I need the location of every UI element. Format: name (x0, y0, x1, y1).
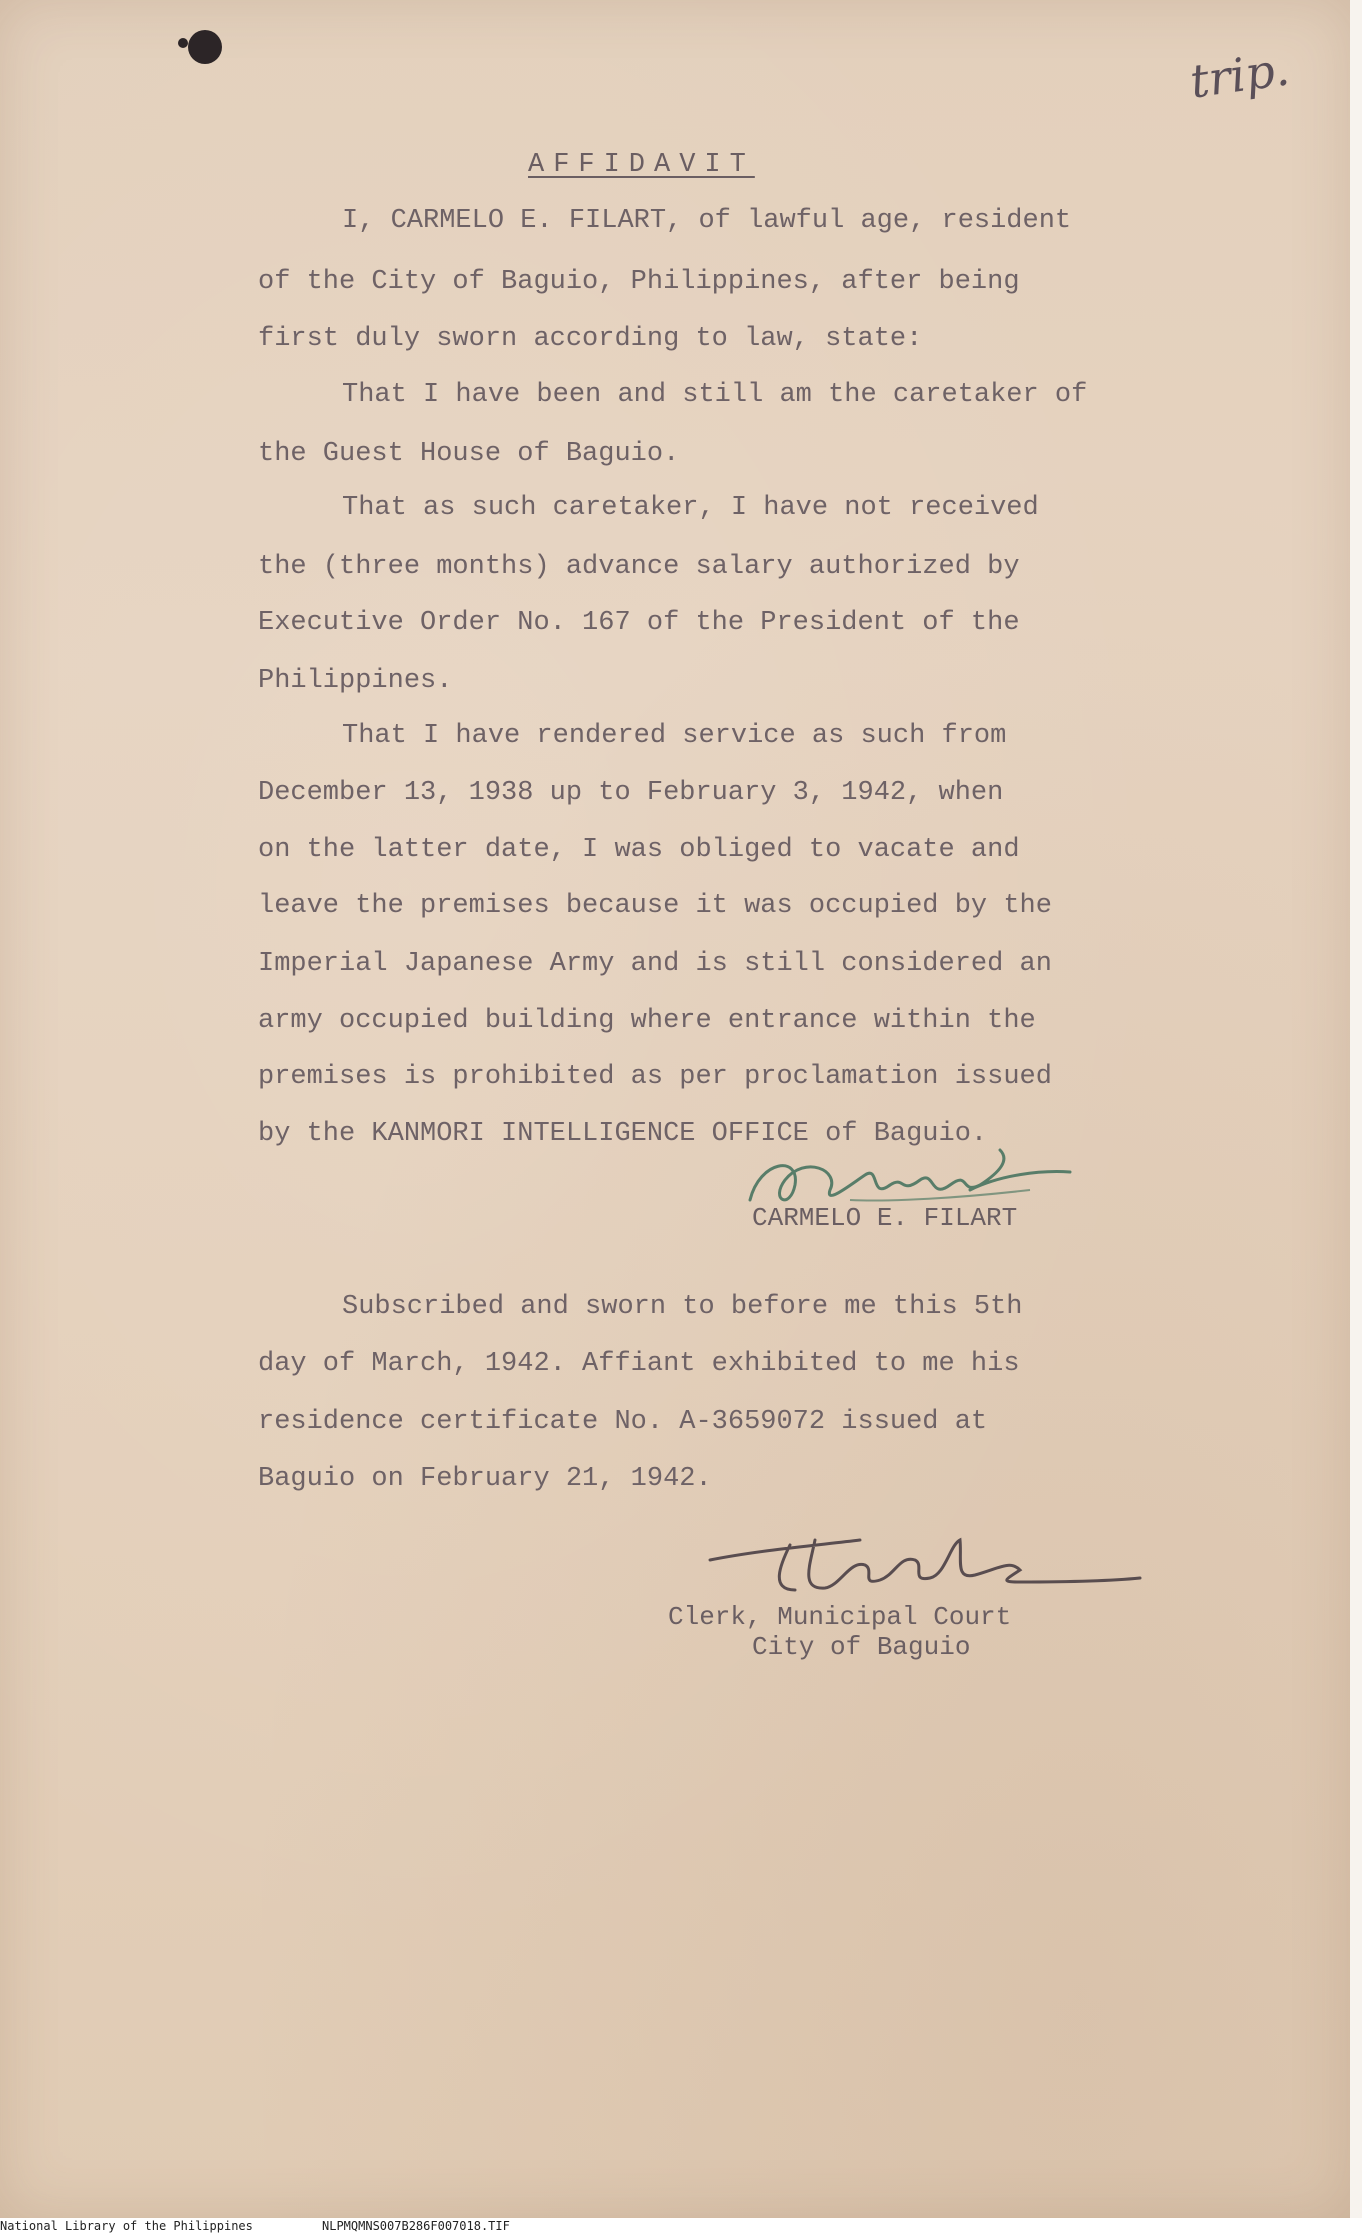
affidavit-line: That I have been and still am the caretaker of (342, 380, 1088, 410)
affidavit-line: by the KANMORI INTELLIGENCE OFFICE of Baguio. (258, 1119, 988, 1149)
affidavit-line: the (three months) advance salary authorized by (258, 552, 1020, 582)
affidavit-line: on the latter date, I was obliged to vacate and (258, 835, 1020, 865)
affidavit-line: Executive Order No. 167 of the President of the (258, 608, 1020, 638)
clerk-signature (700, 1520, 1160, 1610)
handwritten-note: trip. (1186, 41, 1293, 109)
affidavit-line: leave the premises because it was occupied by the (258, 891, 1052, 921)
scan-edge (1350, 0, 1362, 2234)
document-title: AFFIDAVIT (528, 150, 755, 180)
affidavit-line: That as such caretaker, I have not received (342, 493, 1039, 523)
clerk-title: Clerk, Municipal Court (668, 1602, 1012, 1632)
jurat-line: day of March, 1942. Affiant exhibited to me his (258, 1349, 1020, 1379)
footer-file-id: NLPMQMNS007B286F007018.TIF (322, 2219, 510, 2233)
affidavit-line: of the City of Baguio, Philippines, after being (258, 267, 1020, 297)
affidavit-line: That I have rendered service as such from (342, 721, 1007, 751)
affidavit-line: army occupied building where entrance within the (258, 1006, 1036, 1036)
affidavit-line: Imperial Japanese Army and is still considered an (258, 949, 1052, 979)
ink-blot (178, 38, 188, 48)
affidavit-line: the Guest House of Baguio. (258, 439, 680, 469)
ink-blot (188, 30, 222, 64)
clerk-location: City of Baguio (752, 1632, 971, 1662)
footer-archive: National Library of the Philippines (0, 2219, 253, 2233)
affiant-name: CARMELO E. FILART (752, 1203, 1018, 1233)
affidavit-line: Philippines. (258, 666, 453, 696)
affidavit-line: December 13, 1938 up to February 3, 1942, when (258, 778, 1004, 808)
affidavit-line: premises is prohibited as per proclamation issued (258, 1062, 1052, 1092)
jurat-line: residence certificate No. A-3659072 issued at (258, 1407, 988, 1437)
jurat-line: Subscribed and sworn to before me this 5th (342, 1292, 1023, 1322)
affidavit-line: first duly sworn according to law, state: (258, 324, 923, 354)
jurat-line: Baguio on February 21, 1942. (258, 1464, 712, 1494)
affidavit-line: I, CARMELO E. FILART, of lawful age, resident (342, 206, 1072, 236)
